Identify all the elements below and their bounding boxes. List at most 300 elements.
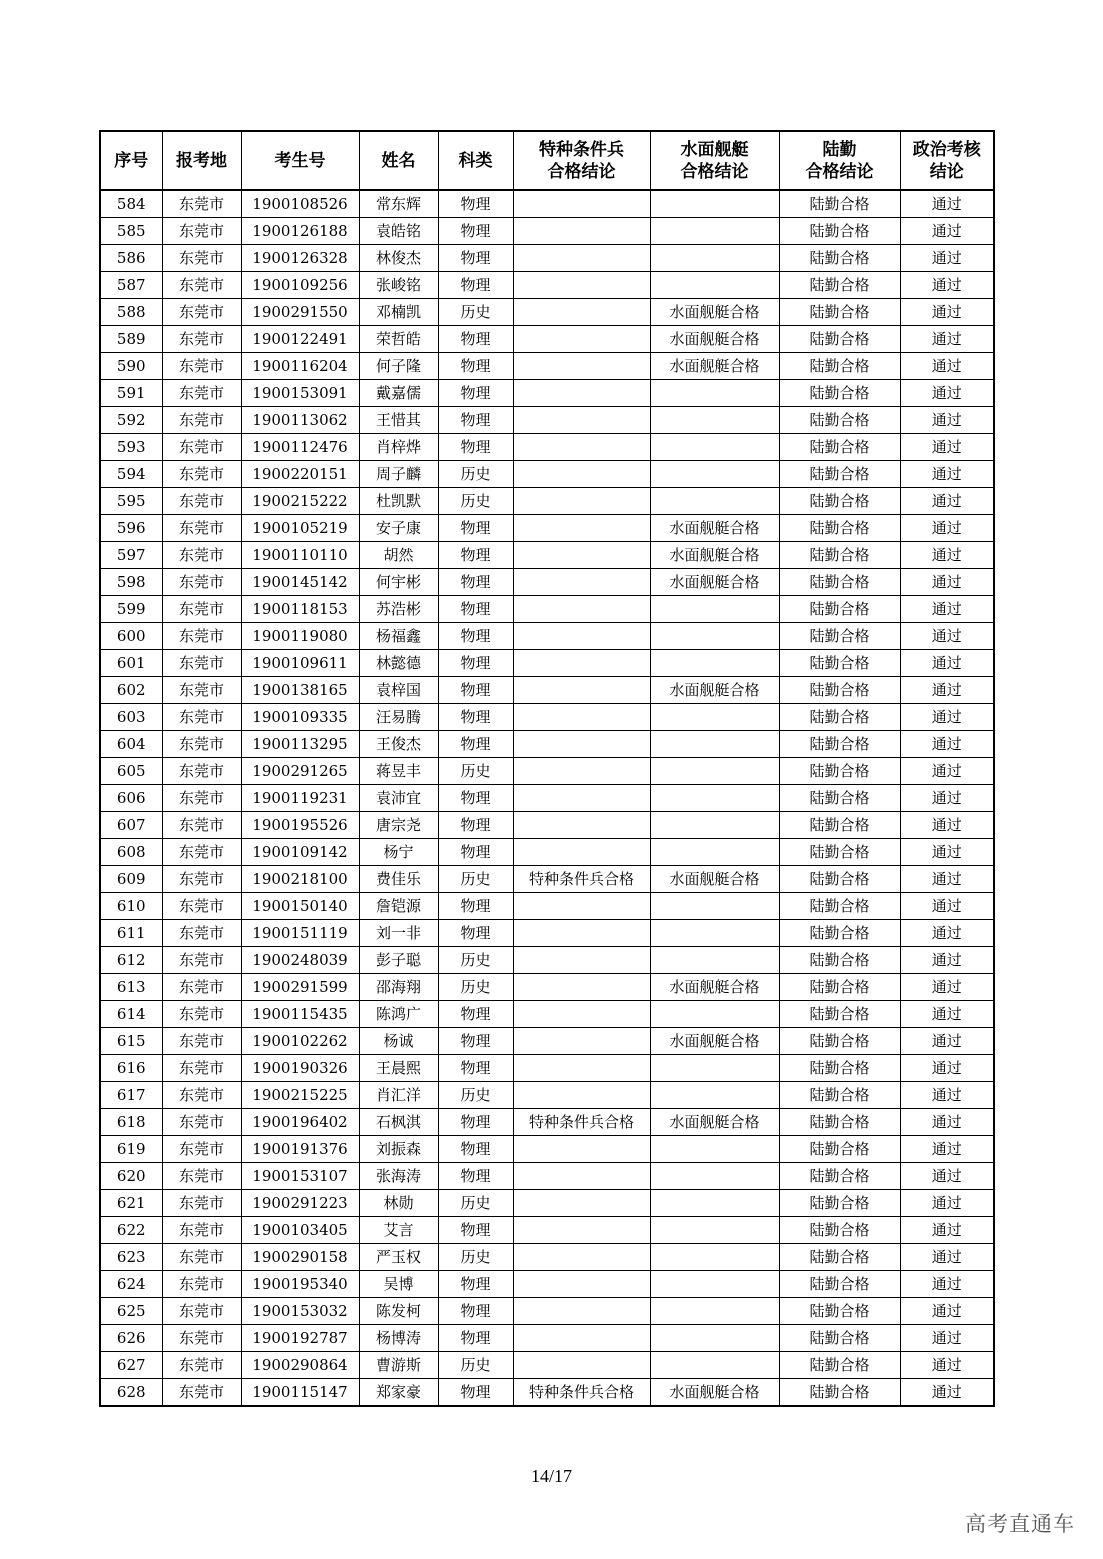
cell-special-forces [513, 1217, 650, 1244]
cell-exam-id: 1900115147 [241, 1379, 359, 1407]
cell-army: 陆勤合格 [779, 1109, 900, 1136]
cell-location: 东莞市 [162, 893, 241, 920]
cell-location: 东莞市 [162, 407, 241, 434]
cell-political: 通过 [900, 1109, 994, 1136]
cell-subject: 历史 [438, 488, 513, 515]
cell-subject: 物理 [438, 1379, 513, 1407]
cell-seq: 597 [100, 542, 162, 569]
cell-name: 袁皓铭 [359, 218, 438, 245]
cell-name: 周子麟 [359, 461, 438, 488]
cell-subject: 物理 [438, 434, 513, 461]
cell-special-forces [513, 812, 650, 839]
cell-special-forces [513, 1082, 650, 1109]
cell-special-forces: 特种条件兵合格 [513, 1109, 650, 1136]
cell-exam-id: 1900113295 [241, 731, 359, 758]
cell-subject: 历史 [438, 299, 513, 326]
cell-army: 陆勤合格 [779, 704, 900, 731]
table-row [100, 1217, 994, 1244]
cell-seq: 593 [100, 434, 162, 461]
cell-location: 东莞市 [162, 1298, 241, 1325]
cell-subject: 物理 [438, 245, 513, 272]
table-row [100, 893, 994, 920]
cell-naval [650, 704, 779, 731]
cell-political: 通过 [900, 1190, 994, 1217]
cell-name: 杨诚 [359, 1028, 438, 1055]
cell-seq: 612 [100, 947, 162, 974]
cell-exam-id: 1900109142 [241, 839, 359, 866]
cell-naval: 水面舰艇合格 [650, 299, 779, 326]
cell-exam-id: 1900105219 [241, 515, 359, 542]
cell-political: 通过 [900, 1163, 994, 1190]
cell-special-forces [513, 218, 650, 245]
cell-political: 通过 [900, 1325, 994, 1352]
cell-location: 东莞市 [162, 1244, 241, 1271]
cell-name: 郑家豪 [359, 1379, 438, 1407]
cell-naval [650, 1325, 779, 1352]
cell-name: 王晨熙 [359, 1055, 438, 1082]
cell-seq: 606 [100, 785, 162, 812]
cell-subject: 物理 [438, 272, 513, 299]
cell-naval: 水面舰艇合格 [650, 542, 779, 569]
cell-special-forces [513, 272, 650, 299]
cell-name: 林懿德 [359, 650, 438, 677]
cell-location: 东莞市 [162, 1163, 241, 1190]
cell-location: 东莞市 [162, 758, 241, 785]
cell-subject: 物理 [438, 1109, 513, 1136]
cell-political: 通过 [900, 974, 994, 1001]
cell-subject: 历史 [438, 1190, 513, 1217]
cell-special-forces [513, 1163, 650, 1190]
cell-political: 通过 [900, 1055, 994, 1082]
cell-naval [650, 1217, 779, 1244]
cell-name: 汪易腾 [359, 704, 438, 731]
header-location: 报考地 [162, 131, 241, 190]
cell-political: 通过 [900, 785, 994, 812]
cell-army: 陆勤合格 [779, 596, 900, 623]
cell-subject: 物理 [438, 1325, 513, 1352]
cell-exam-id: 1900119231 [241, 785, 359, 812]
cell-naval [650, 434, 779, 461]
cell-location: 东莞市 [162, 1325, 241, 1352]
cell-army: 陆勤合格 [779, 569, 900, 596]
cell-name: 荣哲皓 [359, 326, 438, 353]
table-row [100, 812, 994, 839]
table-row [100, 920, 994, 947]
cell-exam-id: 1900115435 [241, 1001, 359, 1028]
cell-seq: 604 [100, 731, 162, 758]
cell-political: 通过 [900, 812, 994, 839]
cell-exam-id: 1900196402 [241, 1109, 359, 1136]
cell-naval [650, 1190, 779, 1217]
cell-exam-id: 1900290158 [241, 1244, 359, 1271]
cell-political: 通过 [900, 704, 994, 731]
cell-name: 何子隆 [359, 353, 438, 380]
cell-political: 通过 [900, 299, 994, 326]
table-row [100, 1352, 994, 1379]
cell-army: 陆勤合格 [779, 1082, 900, 1109]
cell-army: 陆勤合格 [779, 866, 900, 893]
cell-special-forces [513, 920, 650, 947]
cell-special-forces [513, 1244, 650, 1271]
cell-naval [650, 1244, 779, 1271]
cell-seq: 586 [100, 245, 162, 272]
cell-political: 通过 [900, 569, 994, 596]
cell-seq: 624 [100, 1271, 162, 1298]
table-row [100, 380, 994, 407]
cell-seq: 584 [100, 190, 162, 218]
cell-location: 东莞市 [162, 1028, 241, 1055]
cell-exam-id: 1900126328 [241, 245, 359, 272]
cell-special-forces [513, 758, 650, 785]
cell-political: 通过 [900, 1271, 994, 1298]
cell-naval [650, 1163, 779, 1190]
cell-subject: 物理 [438, 1136, 513, 1163]
table-row [100, 1190, 994, 1217]
cell-name: 苏浩彬 [359, 596, 438, 623]
cell-name: 曹游斯 [359, 1352, 438, 1379]
cell-name: 胡然 [359, 542, 438, 569]
cell-location: 东莞市 [162, 190, 241, 218]
cell-special-forces [513, 380, 650, 407]
cell-seq: 622 [100, 1217, 162, 1244]
cell-special-forces [513, 1298, 650, 1325]
cell-naval: 水面舰艇合格 [650, 1379, 779, 1407]
cell-name: 陈发柯 [359, 1298, 438, 1325]
table-row [100, 299, 994, 326]
cell-seq: 601 [100, 650, 162, 677]
cell-location: 东莞市 [162, 1109, 241, 1136]
header-name: 姓名 [359, 131, 438, 190]
cell-political: 通过 [900, 542, 994, 569]
cell-naval [650, 218, 779, 245]
cell-naval [650, 380, 779, 407]
header-seq: 序号 [100, 131, 162, 190]
cell-political: 通过 [900, 245, 994, 272]
cell-army: 陆勤合格 [779, 190, 900, 218]
cell-seq: 592 [100, 407, 162, 434]
cell-army: 陆勤合格 [779, 1028, 900, 1055]
cell-location: 东莞市 [162, 1055, 241, 1082]
cell-location: 东莞市 [162, 1352, 241, 1379]
cell-army: 陆勤合格 [779, 785, 900, 812]
cell-name: 邓楠凯 [359, 299, 438, 326]
cell-exam-id: 1900191376 [241, 1136, 359, 1163]
cell-seq: 596 [100, 515, 162, 542]
cell-special-forces [513, 704, 650, 731]
cell-special-forces [513, 461, 650, 488]
cell-naval [650, 650, 779, 677]
cell-army: 陆勤合格 [779, 1325, 900, 1352]
cell-subject: 物理 [438, 1271, 513, 1298]
cell-naval: 水面舰艇合格 [650, 866, 779, 893]
cell-naval [650, 596, 779, 623]
cell-name: 袁沛宜 [359, 785, 438, 812]
cell-special-forces [513, 245, 650, 272]
cell-location: 东莞市 [162, 812, 241, 839]
table-row [100, 326, 994, 353]
cell-seq: 616 [100, 1055, 162, 1082]
cell-name: 安子康 [359, 515, 438, 542]
cell-name: 吴博 [359, 1271, 438, 1298]
cell-exam-id: 1900108526 [241, 190, 359, 218]
cell-subject: 历史 [438, 758, 513, 785]
cell-seq: 599 [100, 596, 162, 623]
cell-special-forces [513, 650, 650, 677]
cell-army: 陆勤合格 [779, 839, 900, 866]
cell-exam-id: 1900122491 [241, 326, 359, 353]
cell-subject: 物理 [438, 515, 513, 542]
cell-army: 陆勤合格 [779, 1190, 900, 1217]
header-exam-id: 考生号 [241, 131, 359, 190]
cell-naval [650, 1298, 779, 1325]
cell-political: 通过 [900, 461, 994, 488]
cell-seq: 625 [100, 1298, 162, 1325]
cell-seq: 591 [100, 380, 162, 407]
cell-subject: 物理 [438, 569, 513, 596]
cell-political: 通过 [900, 1298, 994, 1325]
cell-political: 通过 [900, 623, 994, 650]
cell-army: 陆勤合格 [779, 434, 900, 461]
cell-political: 通过 [900, 353, 994, 380]
cell-political: 通过 [900, 515, 994, 542]
cell-army: 陆勤合格 [779, 893, 900, 920]
table-row [100, 1055, 994, 1082]
cell-army: 陆勤合格 [779, 731, 900, 758]
cell-special-forces [513, 974, 650, 1001]
cell-seq: 600 [100, 623, 162, 650]
cell-exam-id: 1900192787 [241, 1325, 359, 1352]
table-row [100, 785, 994, 812]
cell-political: 通过 [900, 380, 994, 407]
cell-army: 陆勤合格 [779, 758, 900, 785]
cell-location: 东莞市 [162, 1136, 241, 1163]
cell-location: 东莞市 [162, 1379, 241, 1407]
table-row [100, 1028, 994, 1055]
cell-special-forces [513, 731, 650, 758]
cell-special-forces [513, 1271, 650, 1298]
cell-special-forces [513, 407, 650, 434]
cell-naval: 水面舰艇合格 [650, 326, 779, 353]
table-row [100, 758, 994, 785]
cell-location: 东莞市 [162, 434, 241, 461]
cell-name: 詹铠源 [359, 893, 438, 920]
cell-name: 肖汇洋 [359, 1082, 438, 1109]
cell-political: 通过 [900, 1217, 994, 1244]
cell-naval: 水面舰艇合格 [650, 1109, 779, 1136]
table-row [100, 704, 994, 731]
header-special-forces: 特种条件兵 合格结论 [513, 131, 650, 190]
table-row [100, 1325, 994, 1352]
cell-location: 东莞市 [162, 461, 241, 488]
cell-naval [650, 1001, 779, 1028]
cell-exam-id: 1900190326 [241, 1055, 359, 1082]
cell-name: 常东辉 [359, 190, 438, 218]
cell-location: 东莞市 [162, 1217, 241, 1244]
cell-seq: 609 [100, 866, 162, 893]
cell-army: 陆勤合格 [779, 407, 900, 434]
cell-special-forces [513, 488, 650, 515]
cell-naval: 水面舰艇合格 [650, 677, 779, 704]
cell-naval [650, 488, 779, 515]
cell-special-forces [513, 1028, 650, 1055]
cell-naval: 水面舰艇合格 [650, 974, 779, 1001]
cell-exam-id: 1900126188 [241, 218, 359, 245]
cell-subject: 物理 [438, 650, 513, 677]
cell-seq: 590 [100, 353, 162, 380]
cell-political: 通过 [900, 434, 994, 461]
table-row [100, 407, 994, 434]
cell-seq: 618 [100, 1109, 162, 1136]
cell-name: 费佳乐 [359, 866, 438, 893]
cell-exam-id: 1900195526 [241, 812, 359, 839]
cell-subject: 物理 [438, 1055, 513, 1082]
cell-name: 严玉权 [359, 1244, 438, 1271]
cell-exam-id: 1900153091 [241, 380, 359, 407]
cell-seq: 627 [100, 1352, 162, 1379]
cell-political: 通过 [900, 1082, 994, 1109]
cell-naval: 水面舰艇合格 [650, 353, 779, 380]
cell-subject: 物理 [438, 731, 513, 758]
cell-location: 东莞市 [162, 1001, 241, 1028]
cell-naval: 水面舰艇合格 [650, 515, 779, 542]
table-row [100, 353, 994, 380]
cell-naval [650, 1082, 779, 1109]
cell-army: 陆勤合格 [779, 353, 900, 380]
cell-location: 东莞市 [162, 1082, 241, 1109]
cell-subject: 物理 [438, 623, 513, 650]
cell-name: 林勋 [359, 1190, 438, 1217]
cell-subject: 历史 [438, 866, 513, 893]
cell-name: 杨宁 [359, 839, 438, 866]
cell-exam-id: 1900291265 [241, 758, 359, 785]
cell-exam-id: 1900215222 [241, 488, 359, 515]
cell-naval: 水面舰艇合格 [650, 569, 779, 596]
cell-subject: 物理 [438, 190, 513, 218]
header-naval: 水面舰艇 合格结论 [650, 131, 779, 190]
header-army: 陆勤 合格结论 [779, 131, 900, 190]
cell-army: 陆勤合格 [779, 1352, 900, 1379]
cell-location: 东莞市 [162, 623, 241, 650]
cell-location: 东莞市 [162, 380, 241, 407]
table-header-row [100, 131, 994, 190]
watermark-text: 高考直通车 [965, 1512, 1075, 1536]
cell-naval [650, 1352, 779, 1379]
cell-army: 陆勤合格 [779, 1136, 900, 1163]
cell-subject: 物理 [438, 218, 513, 245]
cell-location: 东莞市 [162, 947, 241, 974]
table-row [100, 1109, 994, 1136]
cell-subject: 物理 [438, 839, 513, 866]
cell-location: 东莞市 [162, 542, 241, 569]
cell-political: 通过 [900, 866, 994, 893]
cell-army: 陆勤合格 [779, 1217, 900, 1244]
cell-name: 张海涛 [359, 1163, 438, 1190]
cell-army: 陆勤合格 [779, 677, 900, 704]
cell-naval [650, 920, 779, 947]
cell-political: 通过 [900, 190, 994, 218]
cell-political: 通过 [900, 1001, 994, 1028]
cell-location: 东莞市 [162, 1271, 241, 1298]
cell-seq: 615 [100, 1028, 162, 1055]
cell-name: 袁梓国 [359, 677, 438, 704]
cell-special-forces [513, 677, 650, 704]
table-row [100, 1244, 994, 1271]
table-row [100, 1136, 994, 1163]
cell-special-forces [513, 353, 650, 380]
cell-naval [650, 758, 779, 785]
table-row [100, 488, 994, 515]
cell-exam-id: 1900220151 [241, 461, 359, 488]
cell-army: 陆勤合格 [779, 1271, 900, 1298]
cell-location: 东莞市 [162, 1190, 241, 1217]
cell-subject: 物理 [438, 677, 513, 704]
cell-location: 东莞市 [162, 245, 241, 272]
table-row [100, 974, 994, 1001]
cell-naval [650, 947, 779, 974]
cell-location: 东莞市 [162, 299, 241, 326]
cell-location: 东莞市 [162, 272, 241, 299]
cell-subject: 物理 [438, 353, 513, 380]
cell-army: 陆勤合格 [779, 542, 900, 569]
cell-location: 东莞市 [162, 650, 241, 677]
table-row [100, 542, 994, 569]
cell-seq: 602 [100, 677, 162, 704]
cell-seq: 619 [100, 1136, 162, 1163]
cell-exam-id: 1900153107 [241, 1163, 359, 1190]
cell-subject: 物理 [438, 596, 513, 623]
cell-seq: 614 [100, 1001, 162, 1028]
cell-political: 通过 [900, 1028, 994, 1055]
cell-name: 张峻铭 [359, 272, 438, 299]
cell-special-forces [513, 1190, 650, 1217]
cell-seq: 620 [100, 1163, 162, 1190]
cell-exam-id: 1900151119 [241, 920, 359, 947]
cell-name: 邵海翔 [359, 974, 438, 1001]
cell-special-forces [513, 947, 650, 974]
cell-naval: 水面舰艇合格 [650, 1028, 779, 1055]
cell-army: 陆勤合格 [779, 515, 900, 542]
cell-special-forces [513, 1055, 650, 1082]
cell-seq: 611 [100, 920, 162, 947]
table-row [100, 677, 994, 704]
cell-political: 通过 [900, 272, 994, 299]
cell-naval [650, 461, 779, 488]
cell-subject: 物理 [438, 704, 513, 731]
cell-location: 东莞市 [162, 569, 241, 596]
cell-special-forces: 特种条件兵合格 [513, 1379, 650, 1407]
cell-special-forces [513, 1136, 650, 1163]
cell-special-forces [513, 326, 650, 353]
cell-subject: 物理 [438, 1217, 513, 1244]
cell-political: 通过 [900, 218, 994, 245]
cell-seq: 610 [100, 893, 162, 920]
cell-seq: 628 [100, 1379, 162, 1407]
header-subject: 科类 [438, 131, 513, 190]
cell-army: 陆勤合格 [779, 272, 900, 299]
cell-name: 戴嘉儒 [359, 380, 438, 407]
cell-seq: 603 [100, 704, 162, 731]
table-row [100, 731, 994, 758]
cell-army: 陆勤合格 [779, 920, 900, 947]
cell-exam-id: 1900291223 [241, 1190, 359, 1217]
cell-subject: 历史 [438, 1352, 513, 1379]
cell-name: 杨博涛 [359, 1325, 438, 1352]
cell-exam-id: 1900218100 [241, 866, 359, 893]
cell-name: 杨福鑫 [359, 623, 438, 650]
cell-army: 陆勤合格 [779, 1244, 900, 1271]
cell-political: 通过 [900, 407, 994, 434]
cell-subject: 物理 [438, 380, 513, 407]
